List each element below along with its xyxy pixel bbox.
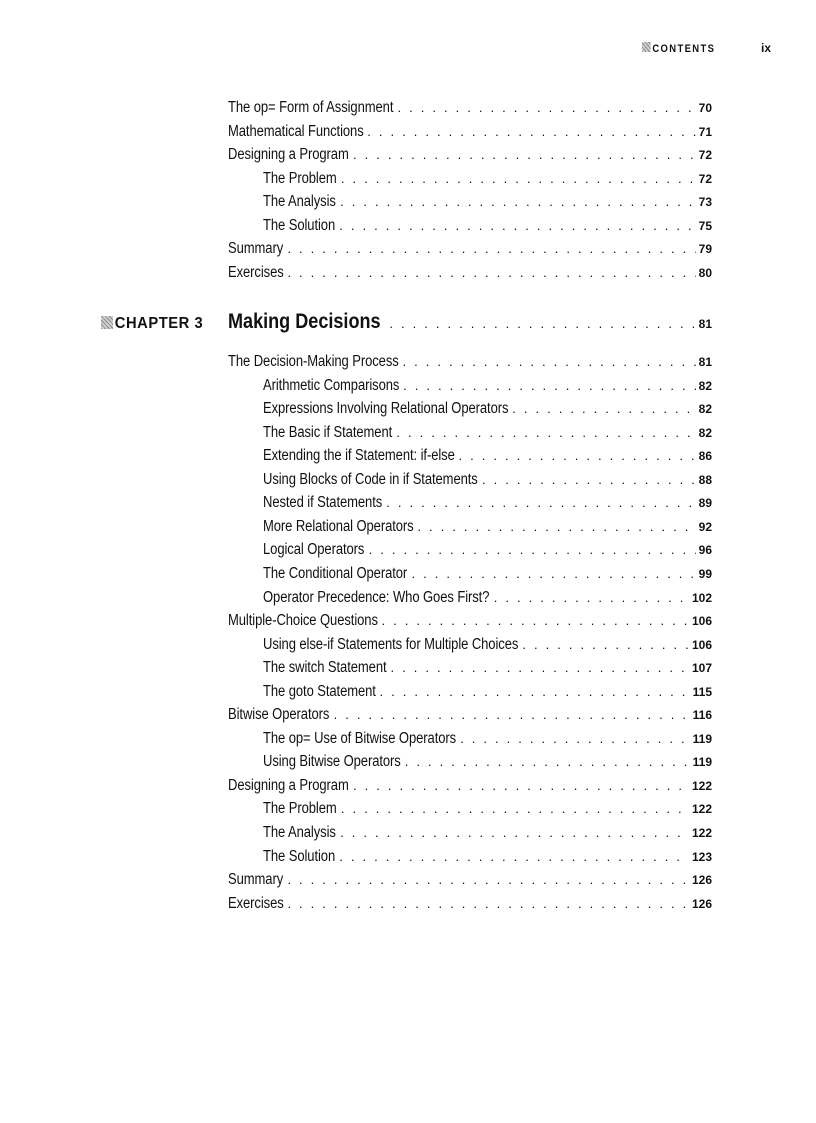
toc-entry-page: 86 [698, 449, 712, 464]
dot-leader [341, 802, 689, 815]
toc-entry-page: 119 [692, 755, 712, 770]
toc-entry-page: 92 [698, 519, 712, 534]
toc-subentry[interactable] [263, 217, 712, 239]
dot-leader [287, 242, 695, 255]
dot-leader [340, 826, 689, 839]
toc-entry-page: 123 [691, 849, 712, 864]
chapter-title: Making Decisions [228, 310, 381, 333]
toc-entry-title: Using else-if Statements for Multiple Choices [263, 635, 519, 653]
toc-entry-page: 81 [698, 355, 712, 369]
toc-entry-page: 88 [698, 472, 712, 487]
dot-leader [405, 755, 690, 768]
dot-leader [403, 379, 696, 392]
toc-entry-page: 126 [691, 873, 712, 888]
toc-entry-page: 70 [698, 101, 712, 115]
toc-entry-page: 82 [698, 425, 712, 440]
toc-entry-title: More Relational Operators [263, 517, 414, 535]
dot-leader [353, 779, 689, 792]
toc-subentry[interactable] [263, 447, 712, 469]
toc-entry-title: Using Blocks of Code in if Statements [263, 470, 478, 488]
toc-entry[interactable] [228, 871, 712, 893]
toc-entry-title: Summary [228, 871, 284, 889]
toc-entry-title: The Analysis [263, 824, 336, 841]
dot-leader [339, 850, 689, 863]
dot-leader [460, 732, 689, 745]
toc-entry-page: 96 [698, 543, 712, 558]
toc-entry-page: 126 [691, 896, 712, 911]
toc-entry-page: 89 [698, 496, 712, 511]
running-head-text: CONTENTS [652, 43, 716, 55]
hatch-ornament-icon [101, 316, 113, 329]
toc-subentry[interactable] [263, 659, 712, 681]
toc-subentry[interactable] [263, 565, 712, 587]
toc-entry-title: The goto Statement [263, 682, 376, 700]
toc-entry[interactable] [228, 612, 712, 634]
dot-leader [494, 591, 689, 604]
toc-entry-title: The Conditional Operator [263, 564, 408, 582]
dot-leader [396, 426, 695, 439]
toc-subentry[interactable] [263, 494, 712, 516]
dot-leader [411, 567, 695, 580]
dot-leader [403, 355, 696, 368]
dot-leader [382, 614, 689, 627]
toc-subentry[interactable] [263, 471, 712, 493]
toc-subentry[interactable] [263, 848, 712, 870]
toc-entry-page: 102 [691, 590, 712, 605]
dot-leader [386, 496, 695, 509]
toc-subentry[interactable] [263, 636, 712, 658]
toc-entry[interactable] [228, 264, 712, 286]
toc-entry-title: Exercises [228, 263, 284, 281]
dot-leader [287, 266, 695, 279]
dot-leader [397, 101, 695, 114]
chapter-label [101, 315, 203, 333]
toc-entry-title: The Solution [263, 847, 336, 865]
toc-entry-page: 72 [698, 148, 712, 163]
running-head [642, 42, 715, 55]
toc-entry-page: 122 [691, 802, 712, 817]
toc-subentry[interactable] [263, 400, 712, 422]
toc-entry-title: Designing a Program [228, 146, 349, 164]
toc-subentry[interactable] [263, 518, 712, 540]
chapter-heading[interactable] [228, 310, 712, 340]
toc-entry-title: Logical Operators [263, 541, 365, 559]
toc-subentry[interactable] [263, 170, 712, 192]
dot-leader [287, 897, 689, 910]
toc-entry-title: Mathematical Functions [228, 122, 364, 140]
toc-entry-page: 99 [698, 566, 712, 581]
toc-entry-title: Exercises [228, 894, 284, 912]
toc-entry-page: 119 [692, 731, 712, 746]
toc-subentry[interactable] [263, 730, 712, 752]
toc-entry-page: 72 [698, 171, 712, 186]
toc-subentry[interactable] [263, 683, 712, 705]
toc-entry[interactable] [228, 777, 712, 799]
toc-entry-page: 80 [698, 265, 712, 280]
toc-entry-title: The Problem [263, 800, 337, 818]
dot-leader [339, 219, 695, 232]
dot-leader [482, 473, 696, 486]
toc-entry-title: Extending the if Statement: if-else [263, 447, 455, 465]
toc-entry-page: 82 [698, 402, 712, 417]
dot-leader [417, 520, 695, 533]
toc-entry[interactable] [228, 123, 712, 145]
dot-leader [340, 195, 696, 208]
page-number: ix [761, 41, 772, 55]
dot-leader [390, 661, 689, 674]
toc-entry-title: Arithmetic Comparisons [263, 376, 400, 394]
toc-entry-page: 75 [698, 218, 712, 233]
dot-leader [522, 638, 689, 651]
dot-leader [380, 685, 690, 698]
toc-entry-title: Expressions Involving Relational Operators [263, 400, 509, 418]
dot-leader [334, 708, 690, 721]
dot-leader [367, 125, 695, 138]
toc-entry-title: The Solution [263, 216, 336, 234]
toc-entry-title: Using Bitwise Operators [263, 753, 401, 771]
toc-entry-title: Summary [228, 240, 284, 258]
chapter-page-number: 81 [698, 317, 712, 331]
toc-entry-page: 122 [691, 826, 712, 840]
toc-subentry[interactable] [263, 193, 712, 215]
dot-leader [389, 317, 695, 330]
toc-entry-page: 115 [692, 684, 712, 699]
toc-subentry[interactable] [263, 800, 712, 822]
toc-subentry[interactable] [263, 424, 712, 446]
toc-subentry[interactable] [263, 377, 712, 399]
hatch-ornament-icon [642, 42, 651, 52]
toc-entry[interactable] [228, 240, 712, 262]
toc-subentry[interactable] [263, 824, 712, 846]
dot-leader [369, 543, 696, 556]
toc-entry-title: The Problem [263, 169, 337, 187]
toc-entry-page: 116 [692, 708, 712, 723]
toc-entry[interactable] [228, 99, 712, 121]
toc-subentry[interactable] [263, 589, 712, 611]
toc-entry-title: The Analysis [263, 193, 336, 211]
dot-leader [287, 873, 689, 886]
toc-entry-title: The op= Use of Bitwise Operators [263, 729, 457, 747]
toc-entry[interactable] [228, 146, 712, 168]
toc-entry-title: Bitwise Operators [228, 706, 330, 724]
toc-entry-page: 106 [691, 637, 712, 652]
dot-leader [459, 449, 696, 462]
toc-entry[interactable] [228, 895, 712, 917]
toc-entry-title: The op= Form of Assignment [228, 99, 394, 116]
toc-entry-page: 71 [698, 124, 712, 139]
toc-entry-title: The Decision-Making Process [228, 353, 399, 370]
toc-entry-title: The Basic if Statement [263, 423, 393, 441]
toc-entry-page: 106 [691, 614, 712, 629]
toc-entry-title: Nested if Statements [263, 494, 383, 512]
toc-entry-page: 122 [691, 778, 712, 793]
toc-entry-title: Designing a Program [228, 776, 349, 794]
toc-entry-title: The switch Statement [263, 659, 387, 677]
toc-entry-title: Operator Precedence: Who Goes First? [263, 588, 490, 606]
toc-subentry[interactable] [263, 541, 712, 563]
toc-entry-page: 73 [698, 195, 712, 210]
dot-leader [512, 402, 695, 415]
toc-entry-page: 82 [698, 378, 712, 393]
toc-entry-page: 107 [691, 661, 712, 676]
dot-leader [341, 172, 696, 185]
dot-leader [353, 148, 696, 161]
toc-entry-page: 79 [698, 242, 712, 257]
chapter-label-text: CHAPTER 3 [114, 315, 204, 332]
toc-entry[interactable] [228, 706, 712, 728]
toc-subentry[interactable] [263, 753, 712, 775]
toc-entry-title: Multiple-Choice Questions [228, 612, 378, 630]
toc-entry[interactable] [228, 353, 712, 375]
